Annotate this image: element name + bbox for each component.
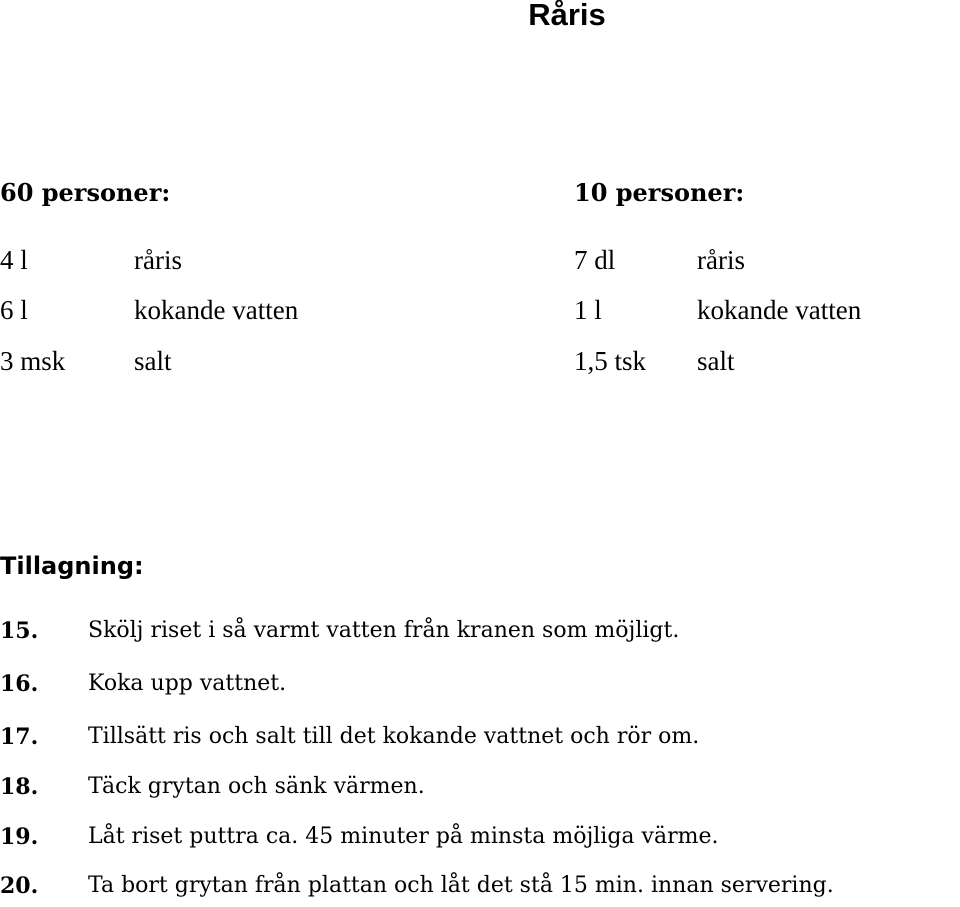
step-text: Låt riset puttra ca. 45 minuter på minsta möjliga värme. (88, 824, 719, 849)
step-text: Tillsätt ris och salt till det kokande vattnet och rör om. (88, 724, 700, 749)
ingredient-name: råris (134, 245, 182, 275)
step-number: 18. (0, 774, 39, 800)
step-text: Täck grytan och sänk värmen. (88, 774, 425, 799)
ingredient-name: salt (134, 346, 172, 376)
step-number: 19. (0, 824, 39, 850)
step-number: 15. (0, 618, 39, 644)
ingredient-name: kokande vatten (697, 295, 862, 325)
step-number: 16. (0, 671, 39, 697)
step-text: Koka upp vattnet. (88, 671, 287, 696)
recipe-title: Råris (528, 0, 606, 32)
preparation-heading: Tillagning: (0, 552, 144, 580)
step-number: 20. (0, 873, 39, 899)
ingredient-quantity: 6 l (0, 295, 28, 325)
ingredient-quantity: 4 l (0, 245, 28, 275)
servings-60-heading: 60 personer: (0, 178, 171, 207)
ingredient-quantity: 7 dl (574, 245, 616, 275)
ingredient-quantity: 1,5 tsk (574, 346, 647, 376)
ingredient-name: råris (697, 245, 745, 275)
ingredient-name: salt (697, 346, 735, 376)
step-text: Skölj riset i så varmt vatten från kranen som möjligt. (88, 618, 680, 643)
ingredient-quantity: 3 msk (0, 346, 66, 376)
ingredient-name: kokande vatten (134, 295, 299, 325)
servings-10-heading: 10 personer: (574, 178, 745, 207)
step-number: 17. (0, 724, 39, 750)
step-text: Ta bort grytan från plattan och låt det stå 15 min. innan servering. (88, 873, 834, 898)
ingredient-quantity: 1 l (574, 295, 602, 325)
